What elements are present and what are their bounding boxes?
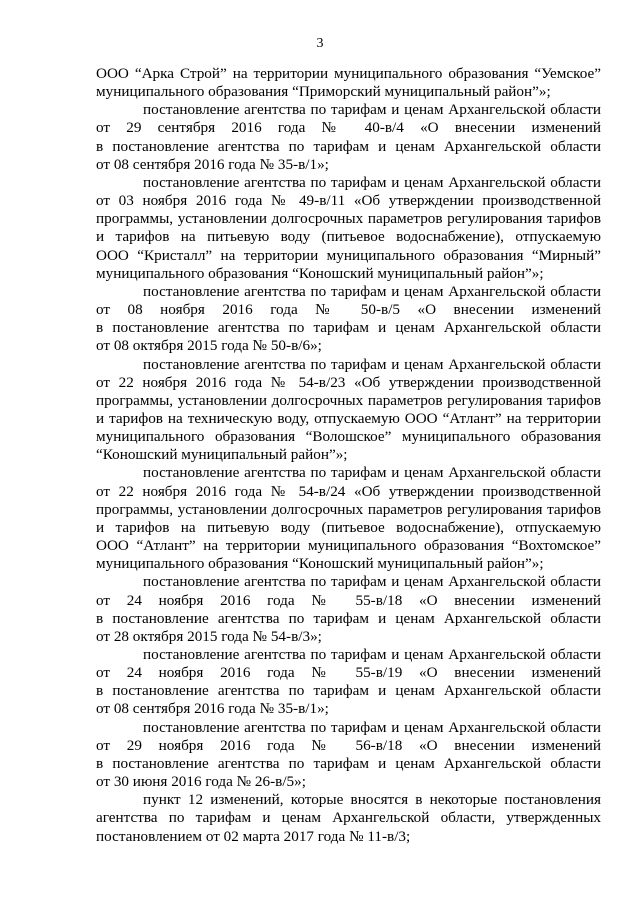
paragraph-line: муниципального образования “Приморский муниципальный район”»; (96, 83, 551, 101)
paragraph-line: “Коношский муниципальный район”»; (96, 446, 348, 464)
paragraph (96, 646, 601, 719)
paragraph-line: от 29 сентября 2016 года № 40-в/4 «О внесении изменений (96, 119, 601, 137)
paragraph (96, 101, 601, 174)
paragraph-line: от 24 ноября 2016 года № 55-в/19 «О внесении изменений (96, 664, 601, 682)
paragraph-line: постановление агентства по тарифам и ценам Архангельской области (143, 573, 601, 591)
paragraph (96, 283, 601, 356)
paragraph-line: постановление агентства по тарифам и ценам Архангельской области (143, 355, 601, 373)
paragraph-line: в постановление агентства по тарифам и ценам Архангельской области (96, 609, 601, 627)
paragraph (96, 174, 601, 283)
paragraph-line: постановление агентства по тарифам и ценам Архангельской области (143, 282, 601, 300)
paragraph-line: от 08 октября 2015 года № 50-в/6»; (96, 337, 322, 355)
document-body (96, 65, 601, 846)
paragraph-line: в постановление агентства по тарифам и ценам Архангельской области (96, 682, 601, 700)
paragraph-line: постановлением от 02 марта 2017 года № 11-в/3; (96, 827, 411, 845)
paragraph-line: постановление агентства по тарифам и ценам Архангельской области (143, 718, 601, 736)
paragraph-line: от 22 ноября 2016 года № 54-в/23 «Об утверждении производственной (96, 373, 601, 391)
paragraph-line: ООО “Кристалл” на территории муниципального образования “Мирный” (96, 246, 601, 264)
paragraph (96, 356, 601, 465)
paragraph-line: муниципального образования “Коношский муниципальный район”»; (96, 555, 544, 573)
paragraph-line: ООО “Арка Строй” на территории муниципального образования “Уемское” (96, 65, 601, 82)
paragraph-line: от 29 ноября 2016 года № 56-в/18 «О внесении изменений (96, 736, 601, 754)
paragraph (96, 573, 601, 646)
paragraph-line: программы, установлении долгосрочных параметров регулирования тарифов (96, 391, 601, 409)
paragraph-line: в постановление агентства по тарифам и ценам Архангельской области (96, 754, 601, 772)
paragraph-line: от 24 ноября 2016 года № 55-в/18 «О внесении изменений (96, 591, 601, 609)
paragraph-line: в постановление агентства по тарифам и ценам Архангельской области (96, 137, 601, 155)
paragraph-line: муниципального образования “Коношский муниципальный район”»; (96, 264, 544, 282)
paragraph-line: от 28 октября 2015 года № 54-в/3»; (96, 627, 322, 645)
paragraph (96, 464, 601, 573)
paragraph-line: ООО “Атлант” на территории муниципального образования “Вохтомское” (96, 537, 601, 555)
paragraph-line: от 08 сентября 2016 года № 35-в/1»; (96, 700, 329, 718)
paragraph (96, 791, 601, 845)
paragraph-line: постановление агентства по тарифам и ценам Архангельской области (143, 646, 601, 663)
paragraph-line: муниципального образования “Волошское” муниципального образования (96, 428, 601, 446)
paragraph (96, 719, 601, 792)
paragraph-line: агентства по тарифам и ценам Архангельской области, утвержденных (96, 809, 601, 827)
paragraph-line: программы, установлении долгосрочных параметров регулирования тарифов (96, 500, 601, 518)
paragraph-line: от 22 ноября 2016 года № 54-в/24 «Об утверждении производственной (96, 482, 601, 500)
paragraph-line: в постановление агентства по тарифам и ценам Архангельской области (96, 319, 601, 337)
paragraph-line: от 30 июня 2016 года № 26-в/5»; (96, 773, 306, 791)
paragraph (96, 65, 601, 101)
paragraph-line: и тарифов на питьевую воду (питьевое водоснабжение), отпускаемую (96, 518, 601, 536)
paragraph-line: от 03 ноября 2016 года № 49-в/11 «Об утверждении производственной (96, 192, 601, 210)
paragraph-line: от 08 ноября 2016 года № 50-в/5 «О внесении изменений (96, 301, 601, 319)
paragraph-line: постановление агентства по тарифам и ценам Архангельской области (143, 173, 601, 191)
paragraph-line: и тарифов на техническую воду, отпускаемую ООО “Атлант” на территории (96, 409, 601, 427)
paragraph-line: постановление агентства по тарифам и ценам Архангельской области (143, 464, 601, 482)
paragraph-line: от 08 сентября 2016 года № 35-в/1»; (96, 155, 329, 173)
paragraph-line: и тарифов на питьевую воду (питьевое водоснабжение), отпускаемую (96, 228, 601, 246)
page-number: 3 (316, 36, 324, 51)
paragraph-line: программы, установлении долгосрочных параметров регулирования тарифов (96, 210, 601, 228)
paragraph-line: пункт 12 изменений, которые вносятся в некоторые постановления (143, 791, 601, 809)
paragraph-line: постановление агентства по тарифам и ценам Архангельской области (143, 101, 601, 119)
